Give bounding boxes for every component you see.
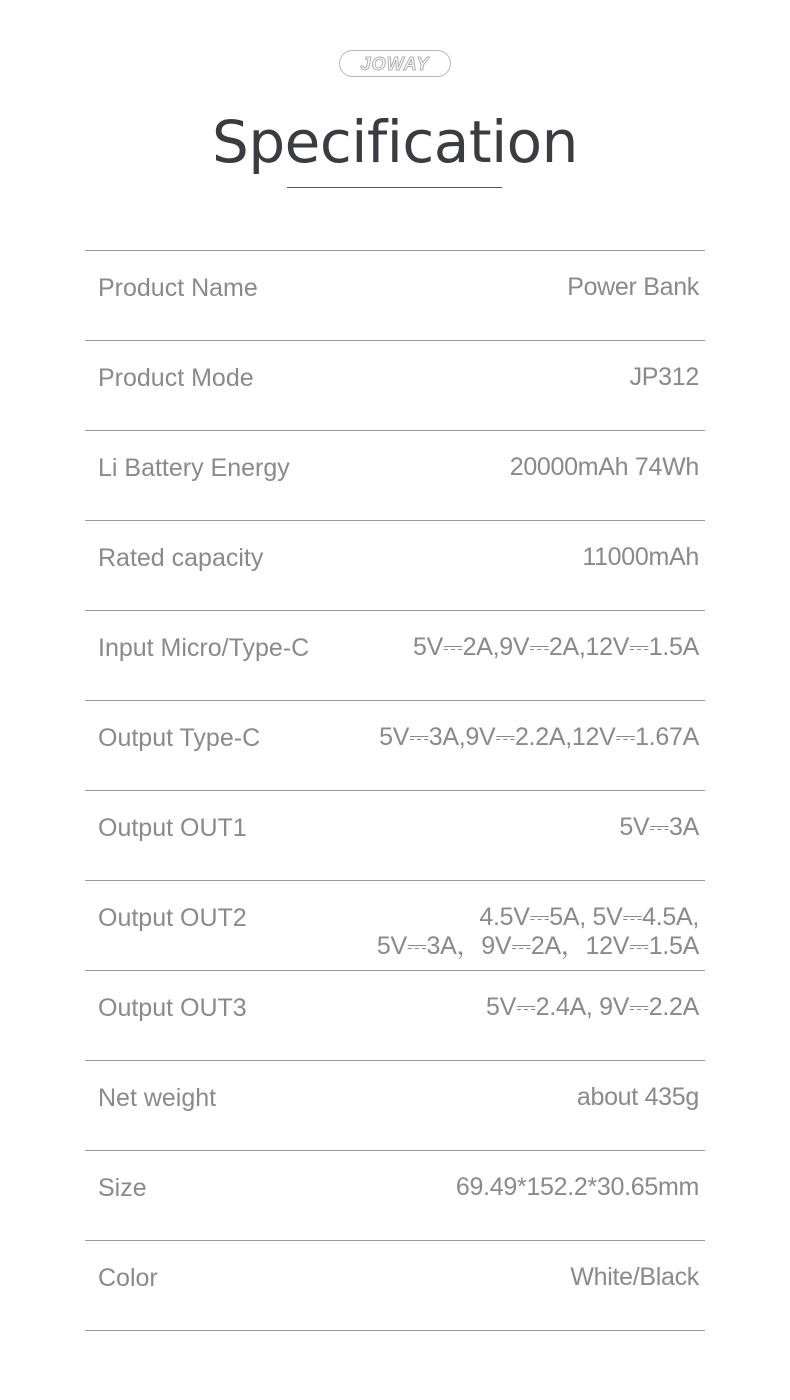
spec-row-output-type-c <box>85 701 705 791</box>
title-underline <box>287 187 502 188</box>
spec-label: Size <box>98 1174 147 1202</box>
spec-row-product-mode <box>85 341 705 431</box>
spec-label: Output OUT2 <box>98 904 247 932</box>
spec-row-battery-energy <box>85 431 705 521</box>
spec-value: 4.5V⎓5A, 5V⎓4.5A, 5V⎓3A，9V⎓2A，12V⎓1.5A <box>376 903 699 960</box>
spec-value: White/Black <box>570 1263 699 1291</box>
spec-row-output-out2 <box>85 881 705 971</box>
brand-logo-text: JOWAY <box>360 53 430 74</box>
spec-row-size <box>85 1151 705 1241</box>
spec-value: 5V⎓3A,9V⎓2.2A,12V⎓1.67A <box>379 723 699 751</box>
spec-value: 69.49*152.2*30.65mm <box>455 1173 699 1201</box>
spec-label: Output OUT3 <box>98 994 247 1022</box>
spec-value: 5V⎓3A <box>619 813 699 841</box>
spec-row-net-weight <box>85 1061 705 1151</box>
spec-table <box>85 250 705 1331</box>
spec-label: Li Battery Energy <box>98 454 290 482</box>
spec-value: JP312 <box>629 363 699 391</box>
spec-row-rated-capacity <box>85 521 705 611</box>
spec-row-input <box>85 611 705 701</box>
spec-row-color <box>85 1241 705 1331</box>
spec-row-product-name <box>85 251 705 341</box>
spec-row-output-out3 <box>85 971 705 1061</box>
spec-value: 5V⎓2A,9V⎓2A,12V⎓1.5A <box>413 633 699 661</box>
spec-label: Input Micro/Type-C <box>98 634 310 662</box>
spec-label: Product Mode <box>98 364 254 392</box>
page-title: Specification <box>212 108 578 176</box>
spec-label: Output OUT1 <box>98 814 247 842</box>
spec-value: 5V⎓2.4A, 9V⎓2.2A <box>485 993 699 1021</box>
spec-value: 20000mAh 74Wh <box>509 453 699 481</box>
spec-label: Color <box>98 1264 158 1292</box>
spec-label: Product Name <box>98 274 258 302</box>
spec-row-output-out1 <box>85 791 705 881</box>
spec-value: Power Bank <box>567 273 699 301</box>
spec-label: Output Type-C <box>98 724 261 752</box>
spec-label: Rated capacity <box>98 544 264 572</box>
spec-value: about 435g <box>576 1083 699 1111</box>
spec-label: Net weight <box>98 1084 217 1112</box>
brand-logo <box>339 50 451 77</box>
spec-value: 11000mAh <box>582 543 699 571</box>
